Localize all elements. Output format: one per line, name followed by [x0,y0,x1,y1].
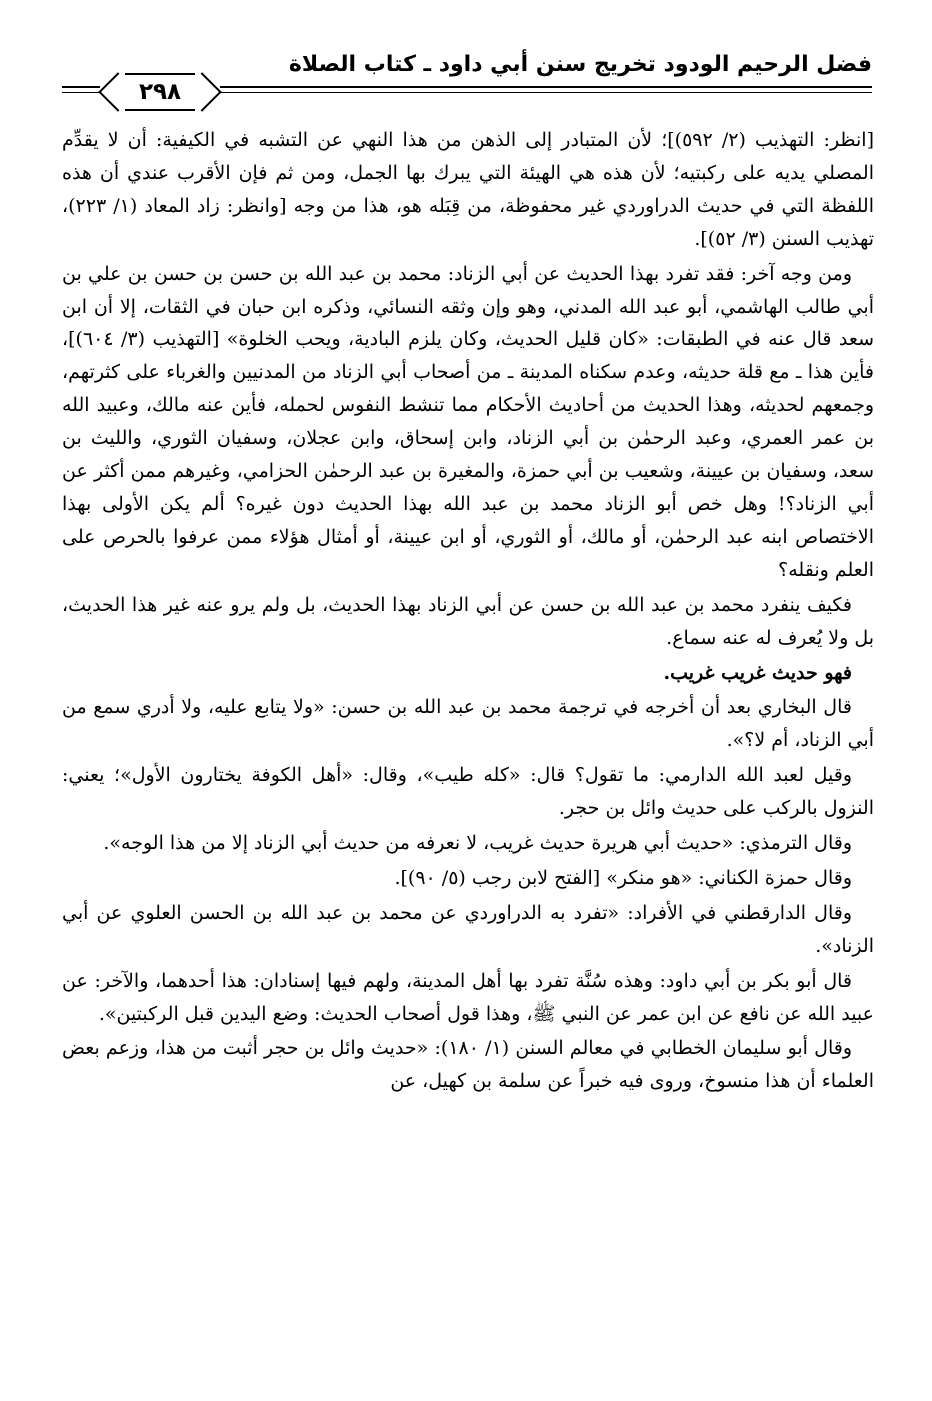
page-number-ornament [100,70,220,114]
paragraph: وقال أبو سليمان الخطابي في معالم السنن (١/ ١٨٠): «حديث وائل بن حجر أثبت من هذا، وزعم بعض العلماء أن هذا منسوخ، وروى فيه خبراً عن سلمة بن كهيل، عن [62,1037,874,1093]
paragraph: فكيف ينفرد محمد بن عبد الله بن حسن عن أبي الزناد بهذا الحديث، بل ولم يرو عنه غير هذا الحديث، بل ولا يُعرف له عنه سماع. [62,593,874,649]
paragraph: وقيل لعبد الله الدارمي: ما تقول؟ قال: «كله طيب»، وقال: «أهل الكوفة يختارون الأول»؛ يعني: النزول بالركب على حديث وائل بن حجر. [62,764,874,820]
page-body [62,124,874,1100]
page-number: ٢٩٨ [125,73,195,111]
paragraph: [انظر: التهذيب (٢/ ٥٩٢)]؛ لأن المتبادر إلى الذهن من هذا النهي عن التشبه في الكيفية: أن لا يقدِّم المصلي يديه على ركبتيه؛ لأن هذه هي الهيئة التي يبرك بها الجمل، ومن ثم فإن الأقرب عندي أن هذه اللفظة التي في حديث الدراوردي غير محفوظة، من قِبَله هو، هذا من وجه [وانظر: زاد المعاد (١/ ٢٢٣)، تهذيب السنن (٣/ ٥٢)]. [62,129,874,250]
paragraph-conclusion: فهو حديث غريب غريب. [663,661,852,684]
paragraph: وقال حمزة الكناني: «هو منكر» [الفتح لابن رجب (٥/ ٩٠)]. [394,866,852,889]
paragraph: قال أبو بكر بن أبي داود: وهذه سُنَّة تفرد بها أهل المدينة، ولهم فيها إسنادان: هذا أحدهما، والآخر: عن عبيد الله عن نافع عن ابن عمر عن النبي ﷺ، وهذا قول أصحاب الحديث: وضع اليدين قبل الركبتين». [62,969,874,1025]
paragraph: ومن وجه آخر: فقد تفرد بهذا الحديث عن أبي الزناد: محمد بن عبد الله بن حسن بن حسن بن علي بن أبي طالب الهاشمي، أبو عبد الله المدني، وهو وإن وثقه النسائي، وذكره ابن حبان في الثقات، إلا أن ابن سعد قال عنه في الطبقات: «كان قليل الحديث، وكان يلزم البادية، ويحب الخلوة» [التهذيب (٣/ ٦٠٤)]، فأين هذا ـ مع قلة حديثه، وعدم سكناه المدينة ـ من أصحاب أبي الزناد من المدنيين والغرباء على كثرتهم، وجمعهم لحديثه، وهذا الحديث من أحاديث الأحكام مما تنشط النفوس لحمله، فأين عنه مالك، وعبيد الله بن عمر العمري، وعبد الرحمٰن بن أبي الزناد، وابن إسحاق، وابن عجلان، وسفيان الثوري، والليث بن سعد، وسفيان بن عيينة، وشعيب بن أبي حمزة، والمغيرة بن عبد الرحمٰن الحزامي، وغيرهم ممن أكثر عن أبي الزناد؟! وهل خص أبو الزناد محمد بن عبد الله بهذا الحديث دون غيره؟ ألم يكن الأولى بهذا الاختصاص ابنه عبد الرحمٰن، أو مالك، أو الثوري، أو ابن عيينة، أو أمثال هؤلاء ممن عرفوا بالحرص على العلم ونقله؟ [62,262,874,581]
paragraph: قال البخاري بعد أن أخرجه في ترجمة محمد بن عبد الله بن حسن: «ولا يتابع عليه، ولا أدري سمع من أبي الزناد، أم لا؟». [62,696,874,752]
paragraph: وقال الدارقطني في الأفراد: «تفرد به الدراوردي عن محمد بن عبد الله بن الحسن العلوي عن أبي الزناد». [62,901,874,957]
running-title: فضل الرحيم الودود تخريج سنن أبي داود ـ كتاب الصلاة [288,52,872,77]
paragraph: وقال الترمذي: «حديث أبي هريرة حديث غريب، لا نعرفه من حديث أبي الزناد إلا من هذا الوجه». [103,832,852,855]
page-header [62,46,872,120]
